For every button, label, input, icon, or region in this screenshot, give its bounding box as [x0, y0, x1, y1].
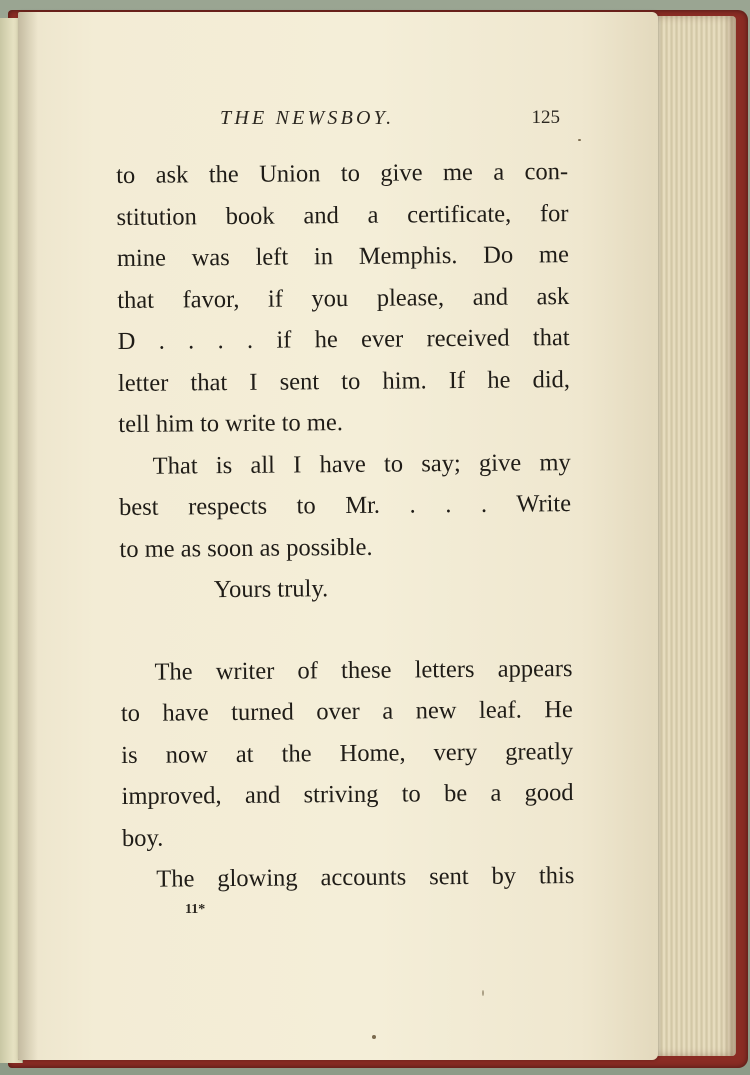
paper-speck [482, 990, 484, 996]
page-edges [648, 16, 736, 1056]
text-line: to have turned over a new leaf. He [120, 696, 573, 727]
page-text [116, 151, 574, 900]
text-line: letter that I sent to him. If he did, [117, 365, 571, 397]
gutter-shadow [18, 12, 38, 1060]
text-line: D . . . . if he ever received that [117, 324, 570, 355]
running-head [200, 107, 560, 135]
text-line: to ask the Union to give me a con- [116, 158, 569, 189]
paper-speck [372, 1035, 376, 1039]
text-line: mine was left in Memphis. Do me [116, 241, 570, 272]
text-line: That is all I have to say; give my [152, 448, 571, 480]
text-line: boy. [121, 824, 164, 852]
page-number: 125 [531, 107, 560, 128]
text-line: tell him to write to me. [118, 409, 344, 438]
text-line: improved, and striving to be a good [121, 779, 574, 810]
text-line: that favor, if you please, and ask [117, 282, 570, 314]
text-line: best respects to Mr. . . . Write [118, 490, 572, 521]
text-line: to me as soon as possible. [119, 533, 373, 563]
paper-speck [578, 139, 581, 141]
signature-mark: 11* [185, 902, 206, 917]
text-line: The glowing accounts sent by this [156, 862, 575, 893]
text-line: is now at the Home, very greatly [121, 737, 574, 769]
running-head-title: THE NEWSBOY. [220, 107, 395, 129]
text-line: stitution book and a certificate, for [116, 199, 569, 231]
text-line: The writer of these letters appears [154, 654, 573, 686]
paragraph-gap [120, 608, 572, 652]
letter-closing: Yours truly. [213, 575, 329, 604]
